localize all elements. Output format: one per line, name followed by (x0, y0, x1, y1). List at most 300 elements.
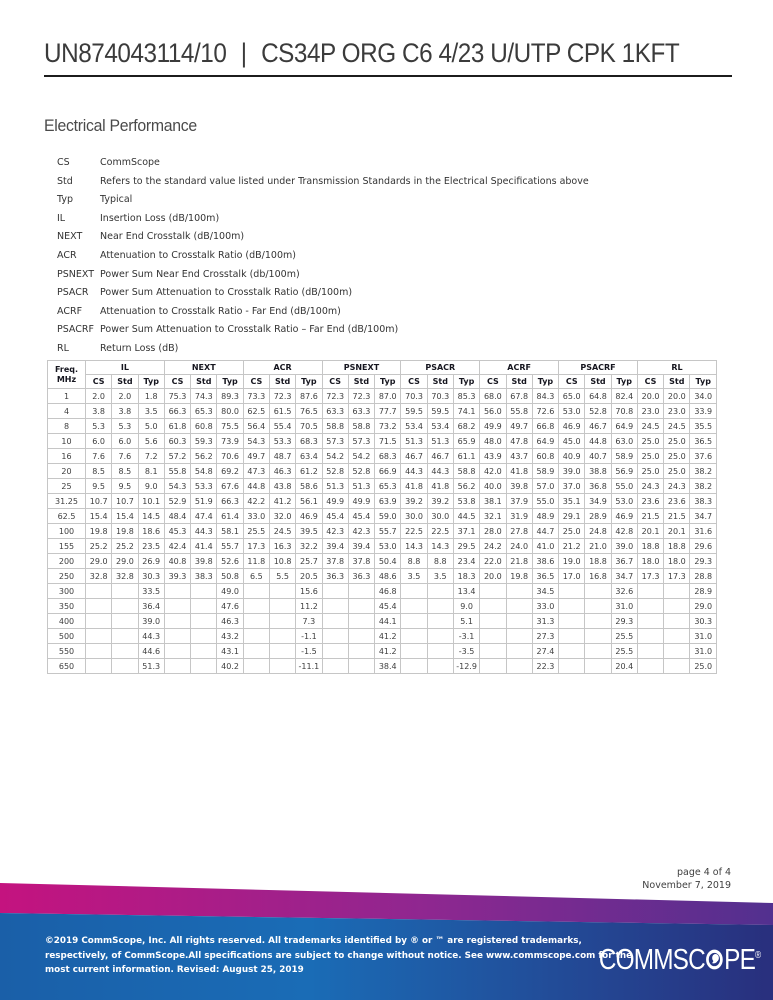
value-cell (401, 584, 427, 599)
value-cell: 32.6 (611, 584, 637, 599)
value-cell: 48.9 (532, 509, 558, 524)
value-cell: 39.4 (348, 539, 374, 554)
value-cell: 68.0 (480, 389, 506, 404)
part-number: UN874043114/10 (44, 38, 227, 68)
freq-cell: 500 (48, 629, 86, 644)
value-cell: 54.2 (322, 449, 348, 464)
value-cell: 73.9 (217, 434, 243, 449)
value-cell: 41.4 (191, 539, 217, 554)
table-row (48, 404, 717, 419)
value-cell: 37.9 (506, 494, 532, 509)
value-cell: 18.6 (138, 524, 164, 539)
freq-cell: 10 (48, 434, 86, 449)
value-cell: 53.8 (453, 494, 479, 509)
value-cell: 56.4 (243, 419, 269, 434)
freq-cell: 350 (48, 599, 86, 614)
value-cell: 51.3 (401, 434, 427, 449)
column-subheader: Std (348, 375, 374, 389)
value-cell (86, 644, 112, 659)
column-group-header: ACRF (480, 361, 559, 375)
value-cell: 45.4 (348, 509, 374, 524)
value-cell: 8.5 (112, 464, 138, 479)
value-cell (86, 584, 112, 599)
value-cell: 16.8 (585, 569, 611, 584)
column-group-header: IL (86, 361, 165, 375)
value-cell (164, 599, 190, 614)
column-subheader: CS (86, 375, 112, 389)
value-cell: 45.4 (322, 509, 348, 524)
value-cell: -3.5 (453, 644, 479, 659)
value-cell: 63.4 (296, 449, 322, 464)
value-cell: 33.0 (532, 599, 558, 614)
value-cell: 74.3 (191, 389, 217, 404)
value-cell (559, 659, 585, 674)
value-cell: 20.1 (637, 524, 663, 539)
value-cell: 8.5 (86, 464, 112, 479)
value-cell: 24.5 (664, 419, 690, 434)
table-row (48, 464, 717, 479)
table-row (48, 449, 717, 464)
value-cell: 6.5 (243, 569, 269, 584)
value-cell: 44.3 (191, 524, 217, 539)
value-cell: 40.0 (480, 479, 506, 494)
value-cell: 30.3 (690, 614, 717, 629)
value-cell: 29.6 (690, 539, 717, 554)
table-row (48, 419, 717, 434)
value-cell: 43.2 (217, 629, 243, 644)
value-cell: 25.0 (637, 449, 663, 464)
value-cell: 80.0 (217, 404, 243, 419)
value-cell (164, 644, 190, 659)
value-cell: 43.1 (217, 644, 243, 659)
value-cell: 30.3 (138, 569, 164, 584)
value-cell: 20.0 (637, 389, 663, 404)
value-cell (480, 614, 506, 629)
value-cell (191, 599, 217, 614)
value-cell: 8.1 (138, 464, 164, 479)
value-cell: 39.0 (611, 539, 637, 554)
value-cell: 26.9 (138, 554, 164, 569)
value-cell: 68.3 (375, 449, 401, 464)
value-cell: 43.8 (269, 479, 295, 494)
value-cell: 29.1 (559, 509, 585, 524)
value-cell: 34.7 (611, 569, 637, 584)
value-cell (348, 629, 374, 644)
value-cell: 47.6 (217, 599, 243, 614)
value-cell: 27.3 (532, 629, 558, 644)
value-cell: 25.0 (664, 449, 690, 464)
value-cell: 52.8 (348, 464, 374, 479)
value-cell: 5.3 (112, 419, 138, 434)
column-group-header: ACR (243, 361, 322, 375)
value-cell: 21.2 (559, 539, 585, 554)
value-cell: 24.5 (269, 524, 295, 539)
value-cell (112, 614, 138, 629)
glossary-definition: Refers to the standard value listed under Transmission Standards in the Electrical Specifications above (100, 175, 589, 187)
value-cell: 65.0 (559, 389, 585, 404)
value-cell: 52.9 (164, 494, 190, 509)
value-cell: 66.3 (217, 494, 243, 509)
value-cell: 21.8 (506, 554, 532, 569)
value-cell (427, 599, 453, 614)
glossary-definition: Typical (100, 194, 133, 206)
glossary-row (57, 194, 589, 213)
value-cell: 71.5 (375, 434, 401, 449)
column-subheader: CS (243, 375, 269, 389)
value-cell (664, 659, 690, 674)
value-cell: 51.3 (427, 434, 453, 449)
value-cell (322, 629, 348, 644)
value-cell: 62.5 (243, 404, 269, 419)
column-subheader: Typ (138, 375, 164, 389)
value-cell: 39.0 (559, 464, 585, 479)
page-number: page 4 of 4 (676, 867, 731, 878)
value-cell (243, 584, 269, 599)
value-cell: 70.8 (611, 404, 637, 419)
value-cell: 61.4 (217, 509, 243, 524)
value-cell: 38.2 (690, 479, 717, 494)
value-cell: 8.8 (401, 554, 427, 569)
value-cell: 17.0 (559, 569, 585, 584)
glossary-row (57, 250, 589, 269)
value-cell: 36.3 (322, 569, 348, 584)
value-cell: 31.3 (532, 614, 558, 629)
value-cell: 52.6 (217, 554, 243, 569)
value-cell: 3.5 (427, 569, 453, 584)
value-cell: 25.2 (112, 539, 138, 554)
glossary-row (57, 269, 589, 288)
value-cell (506, 584, 532, 599)
value-cell: 30.0 (401, 509, 427, 524)
value-cell: 50.8 (217, 569, 243, 584)
column-subheader: Std (585, 375, 611, 389)
value-cell (164, 614, 190, 629)
value-cell: 18.8 (637, 539, 663, 554)
glossary-abbr: CS (57, 157, 70, 168)
value-cell: 18.3 (453, 569, 479, 584)
value-cell: 61.8 (164, 419, 190, 434)
value-cell (427, 629, 453, 644)
value-cell (322, 644, 348, 659)
freq-header-line: Freq. (54, 364, 79, 374)
value-cell (348, 599, 374, 614)
value-cell: 9.0 (138, 479, 164, 494)
value-cell: 21.5 (664, 509, 690, 524)
value-cell: 22.0 (480, 554, 506, 569)
subheader-row (48, 375, 717, 389)
column-group-header: PSNEXT (322, 361, 401, 375)
value-cell: 46.8 (375, 584, 401, 599)
table-row (48, 569, 717, 584)
value-cell: 43.7 (506, 449, 532, 464)
column-subheader: Std (269, 375, 295, 389)
column-group-header: PSACRF (559, 361, 638, 375)
value-cell (112, 644, 138, 659)
value-cell: 14.5 (138, 509, 164, 524)
value-cell (480, 629, 506, 644)
value-cell (637, 644, 663, 659)
freq-cell: 300 (48, 584, 86, 599)
table-row (48, 599, 717, 614)
value-cell: 18.8 (664, 539, 690, 554)
value-cell: 42.4 (164, 539, 190, 554)
value-cell (86, 659, 112, 674)
value-cell: 25.0 (559, 524, 585, 539)
value-cell: -3.1 (453, 629, 479, 644)
glossary-abbr: NEXT (57, 231, 83, 243)
value-cell: 34.9 (585, 494, 611, 509)
value-cell: 37.8 (322, 554, 348, 569)
table-row (48, 659, 717, 674)
value-cell: 10.7 (86, 494, 112, 509)
value-cell (191, 584, 217, 599)
value-cell: 22.5 (401, 524, 427, 539)
value-cell: 54.2 (348, 449, 374, 464)
value-cell: 51.3 (348, 479, 374, 494)
freq-cell: 8 (48, 419, 86, 434)
value-cell (191, 629, 217, 644)
value-cell: 47.8 (506, 434, 532, 449)
table-row (48, 584, 717, 599)
glossary-row (57, 324, 589, 343)
column-subheader: Std (506, 375, 532, 389)
column-group-header: PSACR (401, 361, 480, 375)
group-header-row (48, 361, 717, 375)
value-cell: 69.2 (217, 464, 243, 479)
value-cell: 5.0 (138, 419, 164, 434)
value-cell: 38.8 (585, 464, 611, 479)
column-subheader: Std (664, 375, 690, 389)
value-cell: 7.6 (86, 449, 112, 464)
value-cell: 67.6 (217, 479, 243, 494)
value-cell: 31.0 (690, 629, 717, 644)
value-cell: 25.5 (611, 644, 637, 659)
value-cell: 39.5 (296, 524, 322, 539)
value-cell: 32.2 (296, 539, 322, 554)
value-cell: 25.7 (296, 554, 322, 569)
value-cell: 39.2 (427, 494, 453, 509)
value-cell: 31.0 (611, 599, 637, 614)
value-cell: 32.1 (480, 509, 506, 524)
value-cell: 51.9 (191, 494, 217, 509)
table-head (48, 361, 717, 389)
value-cell: 9.5 (112, 479, 138, 494)
value-cell (112, 629, 138, 644)
glossary-abbr: RL (57, 342, 69, 354)
value-cell (112, 584, 138, 599)
section-title: Electrical Performance (44, 116, 197, 135)
value-cell (427, 584, 453, 599)
value-cell: 34.7 (690, 509, 717, 524)
value-cell: 17.3 (637, 569, 663, 584)
value-cell: 65.3 (375, 479, 401, 494)
value-cell: 58.6 (296, 479, 322, 494)
glossary-row (57, 157, 589, 176)
value-cell: 5.5 (269, 569, 295, 584)
column-subheader: CS (164, 375, 190, 389)
value-cell: 25.0 (664, 464, 690, 479)
value-cell: 49.0 (217, 584, 243, 599)
value-cell: 29.0 (690, 599, 717, 614)
value-cell: 30.0 (427, 509, 453, 524)
value-cell: 36.8 (585, 479, 611, 494)
value-cell: 72.3 (322, 389, 348, 404)
value-cell: 55.0 (532, 494, 558, 509)
freq-cell: 250 (48, 569, 86, 584)
value-cell: 59.3 (191, 434, 217, 449)
value-cell: 58.8 (322, 419, 348, 434)
value-cell (269, 659, 295, 674)
value-cell: 59.0 (375, 509, 401, 524)
value-cell: 63.3 (348, 404, 374, 419)
value-cell (637, 599, 663, 614)
value-cell (585, 644, 611, 659)
value-cell: 53.4 (401, 419, 427, 434)
value-cell: 44.3 (401, 464, 427, 479)
glossary-abbr: Std (57, 175, 73, 187)
value-cell (664, 644, 690, 659)
value-cell: 44.7 (532, 524, 558, 539)
value-cell: 46.3 (217, 614, 243, 629)
column-group-header: NEXT (164, 361, 243, 375)
value-cell: 53.0 (375, 539, 401, 554)
value-cell: 42.0 (480, 464, 506, 479)
value-cell (269, 614, 295, 629)
table-row (48, 644, 717, 659)
value-cell (585, 629, 611, 644)
freq-cell: 155 (48, 539, 86, 554)
value-cell (506, 629, 532, 644)
table-row (48, 389, 717, 404)
value-cell: 9.0 (453, 599, 479, 614)
value-cell (401, 644, 427, 659)
value-cell: 57.0 (532, 479, 558, 494)
value-cell: 41.2 (375, 644, 401, 659)
value-cell: 70.5 (296, 419, 322, 434)
value-cell: 59.5 (401, 404, 427, 419)
value-cell: 53.3 (191, 479, 217, 494)
value-cell (86, 599, 112, 614)
glossary-abbr: ACR (57, 249, 77, 261)
value-cell: 41.2 (375, 629, 401, 644)
value-cell: 24.3 (637, 479, 663, 494)
value-cell: 33.5 (138, 584, 164, 599)
value-cell: 25.5 (243, 524, 269, 539)
value-cell: 51.3 (322, 479, 348, 494)
value-cell: 61.1 (453, 449, 479, 464)
value-cell: 41.8 (506, 464, 532, 479)
value-cell: 24.3 (664, 479, 690, 494)
value-cell (401, 629, 427, 644)
value-cell: 24.8 (585, 524, 611, 539)
value-cell: 56.9 (611, 464, 637, 479)
logo-text-left: COMMSC (598, 944, 705, 976)
value-cell: 15.4 (112, 509, 138, 524)
value-cell: 20.0 (480, 569, 506, 584)
value-cell: 61.5 (269, 404, 295, 419)
value-cell: 38.2 (690, 464, 717, 479)
value-cell: 40.2 (217, 659, 243, 674)
value-cell: 60.8 (532, 449, 558, 464)
column-subheader: Typ (296, 375, 322, 389)
freq-cell: 4 (48, 404, 86, 419)
value-cell: 13.4 (453, 584, 479, 599)
value-cell: 58.9 (611, 449, 637, 464)
value-cell: 44.3 (427, 464, 453, 479)
value-cell: 29.5 (453, 539, 479, 554)
value-cell: 15.6 (296, 584, 322, 599)
value-cell (506, 614, 532, 629)
value-cell: 32.0 (269, 509, 295, 524)
column-subheader: Typ (217, 375, 243, 389)
value-cell: 41.0 (532, 539, 558, 554)
value-cell: 29.0 (86, 554, 112, 569)
value-cell: -1.1 (296, 629, 322, 644)
value-cell: 11.8 (243, 554, 269, 569)
value-cell: 31.0 (690, 644, 717, 659)
value-cell: 32.8 (112, 569, 138, 584)
value-cell: 65.3 (191, 404, 217, 419)
value-cell: 44.8 (243, 479, 269, 494)
value-cell (112, 659, 138, 674)
value-cell: 31.6 (690, 524, 717, 539)
value-cell (86, 614, 112, 629)
value-cell (348, 584, 374, 599)
value-cell: 40.8 (164, 554, 190, 569)
value-cell: 36.3 (348, 569, 374, 584)
value-cell: 47.4 (191, 509, 217, 524)
value-cell: 73.3 (243, 389, 269, 404)
value-cell: 3.5 (138, 404, 164, 419)
value-cell: 39.2 (401, 494, 427, 509)
value-cell: 85.3 (453, 389, 479, 404)
value-cell (585, 614, 611, 629)
value-cell: 52.8 (585, 404, 611, 419)
value-cell: 57.3 (322, 434, 348, 449)
product-name: CS34P ORG C6 4/23 U/UTP CPK 1KFT (261, 38, 680, 68)
value-cell: 44.3 (138, 629, 164, 644)
value-cell: 72.6 (532, 404, 558, 419)
value-cell: 42.3 (322, 524, 348, 539)
value-cell: 23.0 (637, 404, 663, 419)
column-subheader: CS (637, 375, 663, 389)
glossary-definition: Power Sum Attenuation to Crosstalk Ratio (dB/100m) (100, 287, 353, 299)
glossary-definition: CommScope (100, 157, 160, 168)
value-cell: 37.1 (453, 524, 479, 539)
title-separator: | (240, 38, 247, 68)
value-cell: 41.8 (401, 479, 427, 494)
copyright-line: ©2019 CommScope, Inc. All rights reserved. All trademarks identified by ® or ™ are registered trademarks, (45, 936, 582, 946)
value-cell: 36.4 (138, 599, 164, 614)
value-cell: 25.2 (86, 539, 112, 554)
value-cell: -11.1 (296, 659, 322, 674)
value-cell: 50.4 (375, 554, 401, 569)
value-cell: 35.5 (690, 419, 717, 434)
value-cell (348, 644, 374, 659)
value-cell: 37.6 (690, 449, 717, 464)
value-cell: 7.3 (296, 614, 322, 629)
value-cell (243, 599, 269, 614)
value-cell: 14.3 (427, 539, 453, 554)
glossary-row (57, 343, 589, 362)
freq-cell: 20 (48, 464, 86, 479)
value-cell: 19.8 (506, 569, 532, 584)
value-cell: 55.4 (269, 419, 295, 434)
value-cell (664, 629, 690, 644)
column-subheader: Typ (532, 375, 558, 389)
column-subheader: CS (559, 375, 585, 389)
column-subheader: CS (401, 375, 427, 389)
